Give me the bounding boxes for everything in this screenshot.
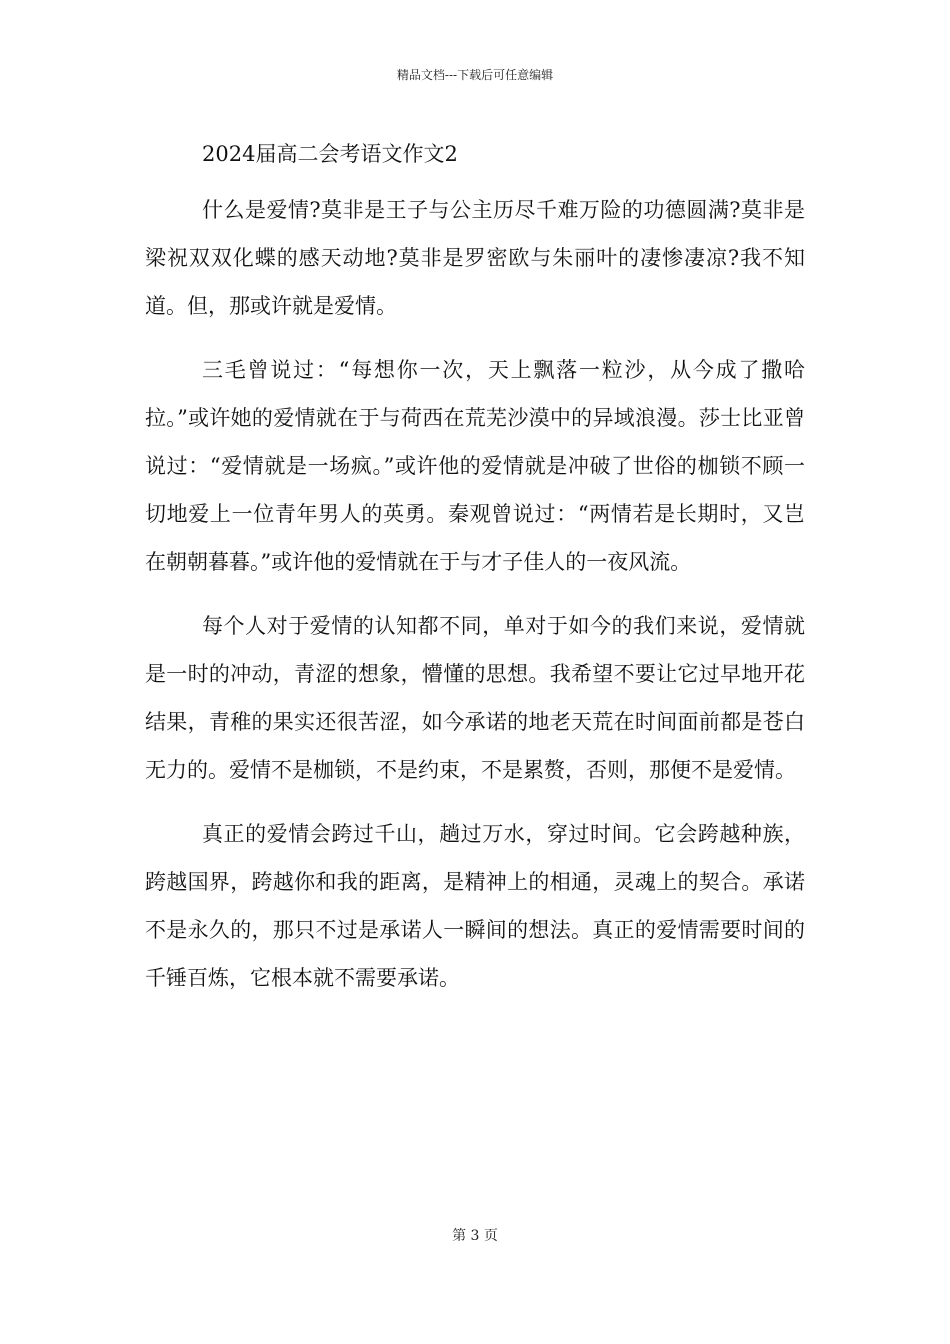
paragraph-2: 三毛曾说过：“每想你一次，天上飘落一粒沙，从今成了撒哈拉。”或许她的爱情就在于与荷西在荒芜沙漠中的异域浪漫。莎士比亚曾说过：“爱情就是一场疯。”或许他的爱情就是冲破了世俗的枷锁不顾一切地爱上一位青年男人的英勇。秦观曾说过：“两情若是长期时，又岂在朝朝暮暮。”或许他的爱情就在于与才子佳人的一夜风流。 xyxy=(145,358,805,574)
document-body xyxy=(145,138,805,1018)
paragraph-4: 真正的爱情会跨过千山，趟过万水，穿过时间。它会跨越种族，跨越国界，跨越你和我的距离，是精神上的相通，灵魂上的契合。承诺不是永久的，那只不过是承诺人一瞬间的想法。真正的爱情需要时间的千锤百炼，它根本就不需要承诺。 xyxy=(145,822,805,990)
paragraph-1: 什么是爱情?莫非是王子与公主历尽千难万险的功德圆满?莫非是梁祝双双化蝶的感天动地?莫非是罗密欧与朱丽叶的凄惨凄凉?我不知道。但，那或许就是爱情。 xyxy=(145,198,805,318)
page-header: 精品文档---下载后可任意编辑 xyxy=(396,68,554,82)
document-title: 2024届高二会考语文作文2 xyxy=(202,142,458,166)
paragraph-3: 每个人对于爱情的认知都不同，单对于如今的我们来说，爱情就是一时的冲动，青涩的想象，懵懂的思想。我希望不要让它过早地开花结果，青稚的果实还很苦涩，如今承诺的地老天荒在时间面前都是苍白无力的。爱情不是枷锁，不是约束，不是累赘，否则，那便不是爱情。 xyxy=(145,614,805,782)
page-number: 第 3 页 xyxy=(452,1228,498,1244)
